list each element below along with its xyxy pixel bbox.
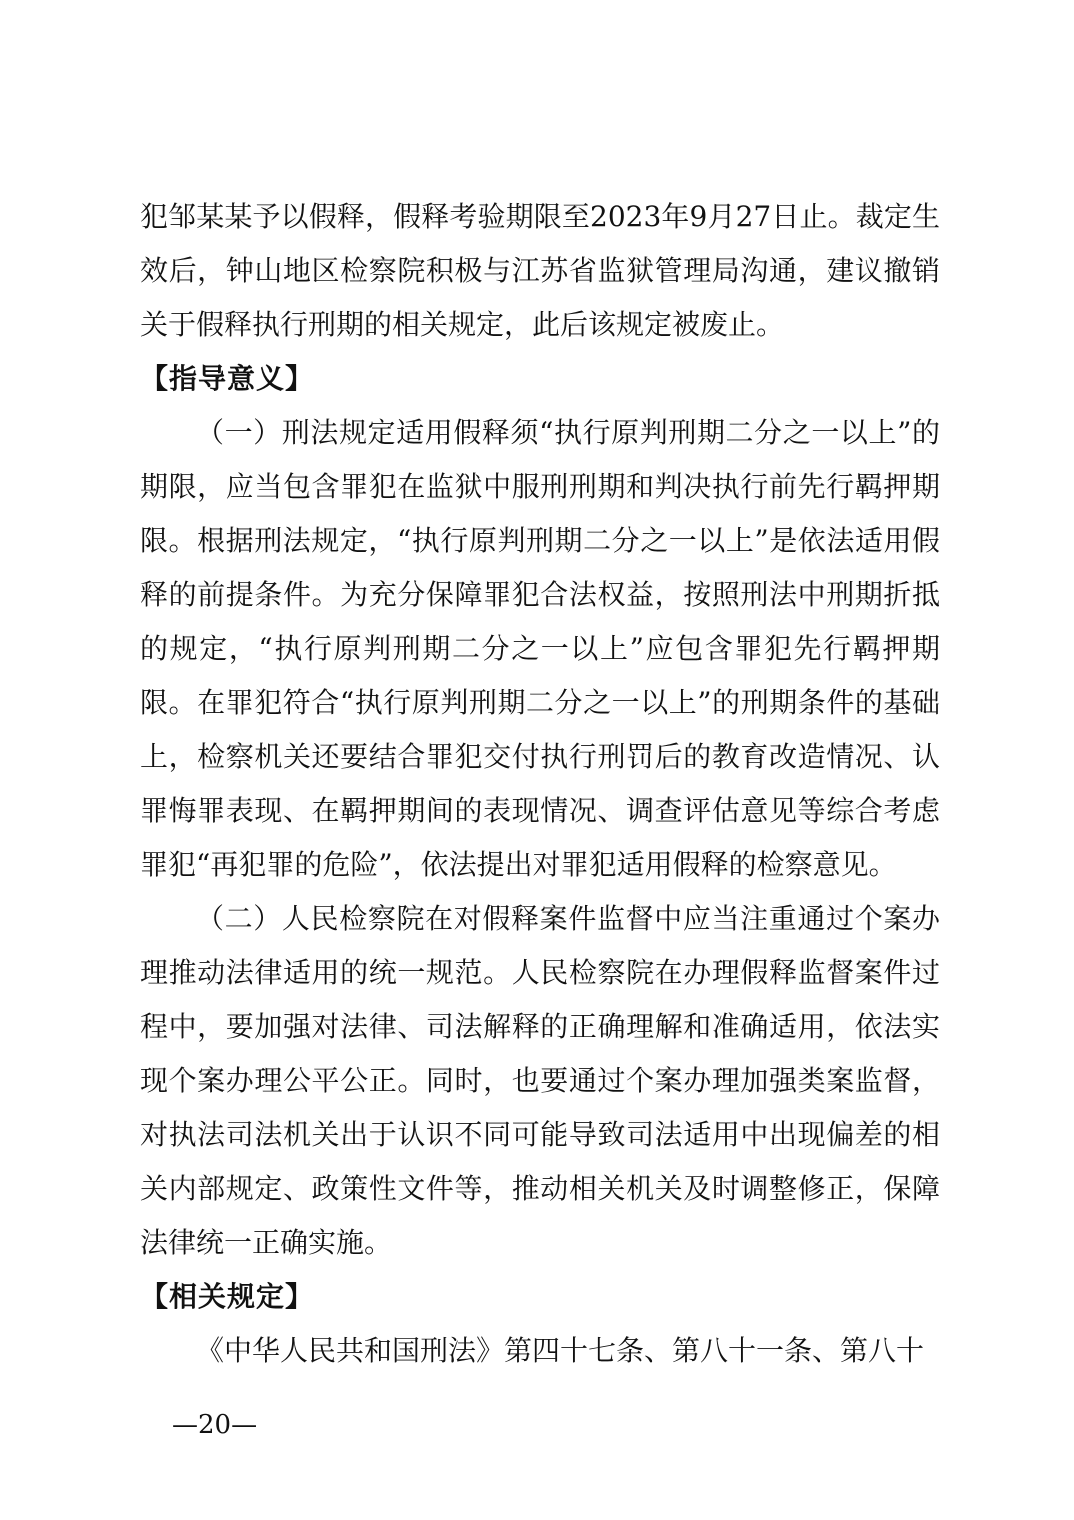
document-body [140,190,940,1378]
guidance-paragraph-2: （二）人民检察院在对假释案件监督中应当注重通过个案办理推动法律适用的统一规范。人民检察院在办理假释监督案件过程中，要加强对法律、司法解释的正确理解和准确适用，依法实现个案办理公平公正。同时，也要通过个案办理加强类案监督，对执法司法机关出于认识不同可能导致司法适用中出现偏差的相关内部规定、政策性文件等，推动相关机关及时调整修正，保障法律统一正确实施。 [140,902,940,1259]
guidance-paragraph-1: （一）刑法规定适用假释须“执行原判刑期二分之一以上”的期限，应当包含罪犯在监狱中服刑刑期和判决执行前先行羁押期限。根据刑法规定，“执行原判刑期二分之一以上”是依法适用假释的前提条件。为充分保障罪犯合法权益，按照刑法中刑期折抵的规定，“执行原判刑期二分之一以上”应包含罪犯先行羁押期限。在罪犯符合“执行原判刑期二分之一以上”的刑期条件的基础上，检察机关还要结合罪犯交付执行刑罚后的教育改造情况、认罪悔罪表现、在羁押期间的表现情况、调查评估意见等综合考虑罪犯“再犯罪的危险”，依法提出对罪犯适用假释的检察意见。 [140,416,940,881]
intro-paragraph: 犯邹某某予以假释，假释考验期限至2023年9月27日止。裁定生效后，钟山地区检察院积极与江苏省监狱管理局沟通，建议撤销关于假释执行刑期的相关规定，此后该规定被废止。 [140,200,940,341]
regulations-heading: 【相关规定】 [140,1280,315,1313]
page-number: —20— [172,1410,258,1440]
guidance-heading: 【指导意义】 [140,362,315,395]
regulations-paragraph: 《中华人民共和国刑法》第四十七条、第八十一条、第八十 [196,1334,925,1367]
